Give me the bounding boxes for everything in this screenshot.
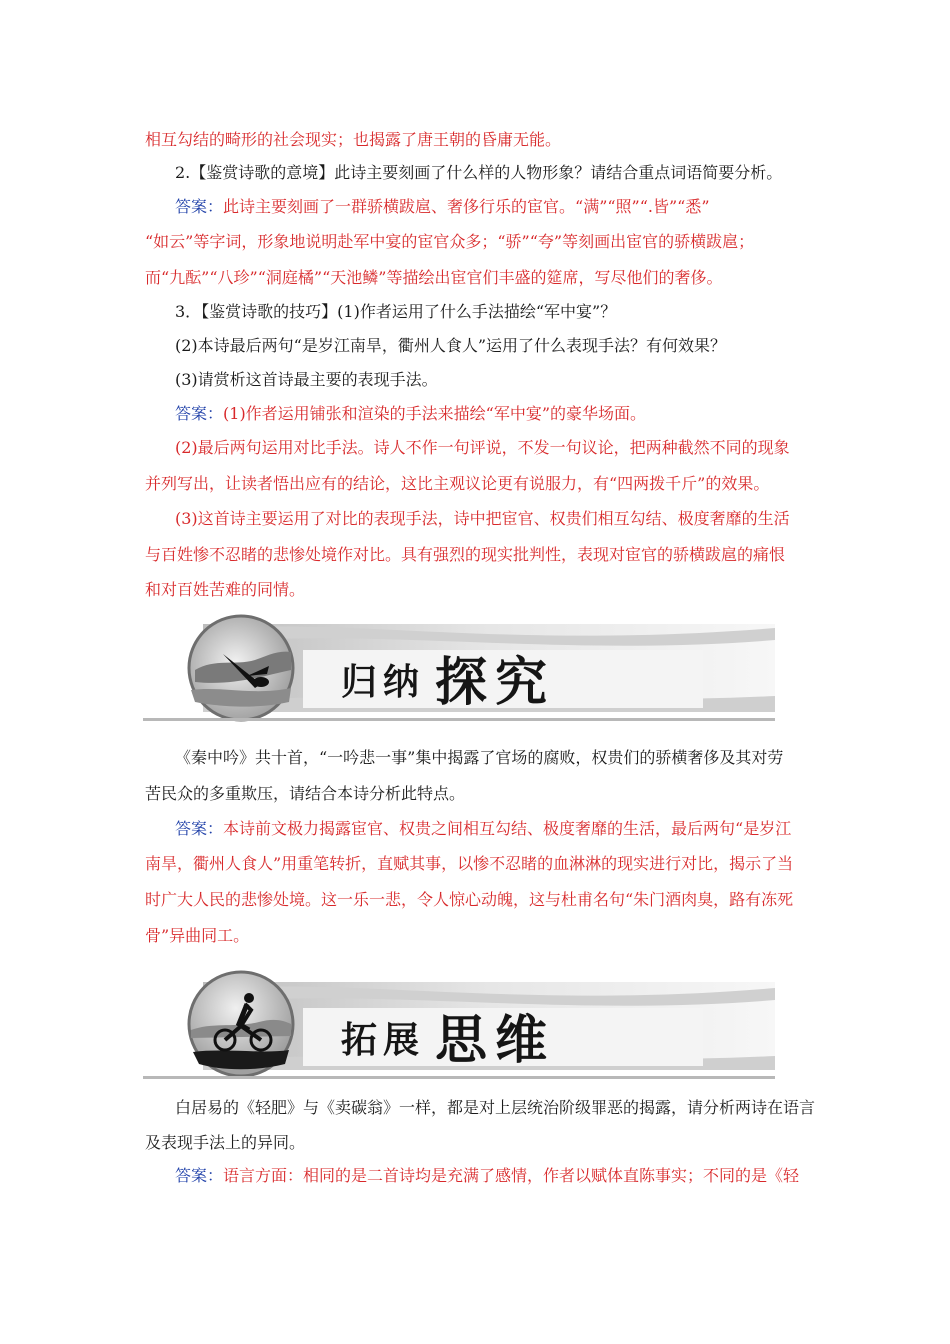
answer-label: 答案：: [175, 1166, 224, 1185]
section-banner-extended-thinking: [143, 968, 775, 1080]
question-3-part-1: 3．【鉴赏诗歌的技巧】(1)作者运用了什么手法描绘“军中宴”？: [175, 302, 617, 321]
answer-text: 此诗主要刻画了一群骄横跋扈、奢侈行乐的宦官。“满”“照”“.皆”“悉”: [223, 197, 710, 216]
banner-title-large: 探究: [435, 653, 556, 713]
answer-3-line-1: [175, 404, 950, 424]
question-2: 2.【鉴赏诗歌的意境】此诗主要刻画了什么样的人物形象？请结合重点词语简要分析。: [175, 163, 783, 182]
question-3-part-3: (3)请赏析这首诗最主要的表现手法。: [175, 370, 438, 389]
answer-3-line-4: (3)这首诗主要运用了对比的表现手法，诗中把宦官、权贵们相互勾结、极度奢靡的生活: [175, 509, 790, 528]
answer-3-line-5: 与百姓惨不忍睹的悲惨处境作对比。具有强烈的现实批判性，表现对宦官的骄横跋扈的痛恨: [145, 545, 786, 564]
answer-4-line-2: 南旱，衢州人食人”用重笔转折，直赋其事，以惨不忍睹的血淋淋的现实进行对比，揭示了当: [145, 854, 794, 873]
answer-label: 答案：: [175, 197, 224, 216]
banner-title-large: 思维: [435, 1011, 556, 1071]
answer-3-line-3: 并列写出，让读者悟出应有的结论，这比主观议论更有说服力，有“四两拨千斤”的效果。: [145, 474, 770, 493]
question-5-line-2: 及表现手法上的异同。: [145, 1133, 306, 1152]
answer-2-line-3: 而“九酝”“八珍”“洞庭橘”“天池鳞”等描绘出宦官们丰盛的筵席，写尽他们的奢侈。: [145, 268, 723, 287]
answer-4-line-4: 骨”异曲同工。: [145, 926, 250, 945]
answer-2-line-2: “如云”等字词，形象地说明赴军中宴的宦官众多；“骄”“夸”等刻画出宦官的骄横跋扈；: [145, 232, 755, 251]
answer-3-line-2: (2)最后两句运用对比手法。诗人不作一句评说，不发一句议论，把两种截然不同的现象: [175, 438, 790, 457]
answer-2-line-1: [175, 197, 950, 217]
answer-text: 本诗前文极力揭露宦官、权贵之间相互勾结、极度奢靡的生活，最后两句“是岁江: [223, 819, 792, 838]
answer-5-line-1: [175, 1166, 950, 1186]
answer-4-line-3: 时广大人民的悲惨处境。这一乐一悲，令人惊心动魄，这与杜甫名句“朱门酒肉臭，路有冻死: [145, 890, 794, 909]
section-banner-inductive-inquiry: [143, 610, 775, 722]
answer-3-line-6: 和对百姓苦难的同情。: [145, 580, 306, 599]
answer-label: 答案：: [175, 819, 224, 838]
answer-text: 语言方面：相同的是二首诗均是充满了感情，作者以赋体直陈事实；不同的是《轻: [223, 1166, 800, 1185]
question-4-line-2: 苦民众的多重欺压，请结合本诗分析此特点。: [145, 784, 466, 803]
question-5-line-1: 白居易的《轻肥》与《卖碳翁》一样，都是对上层统治阶级罪恶的揭露，请分析两诗在语言: [175, 1098, 816, 1117]
question-4-line-1: 《秦中吟》共十首，“一吟悲一事”集中揭露了官场的腐败，权贵们的骄横奢侈及其对劳: [175, 748, 784, 767]
answer-label: 答案：: [175, 404, 224, 423]
answer-text: (1)作者运用铺张和渲染的手法来描绘“军中宴”的豪华场面。: [223, 404, 647, 423]
banner-title-small: 拓展: [341, 1020, 426, 1061]
question-3-part-2: (2)本诗最后两句“是岁江南旱，衢州人食人”运用了什么表现手法？有何效果？: [175, 336, 727, 355]
answer-continuation: 相互勾结的畸形的社会现实；也揭露了唐王朝的昏庸无能。: [145, 130, 562, 149]
answer-4-line-1: [175, 819, 950, 839]
banner-title-small: 归纳: [341, 662, 426, 703]
